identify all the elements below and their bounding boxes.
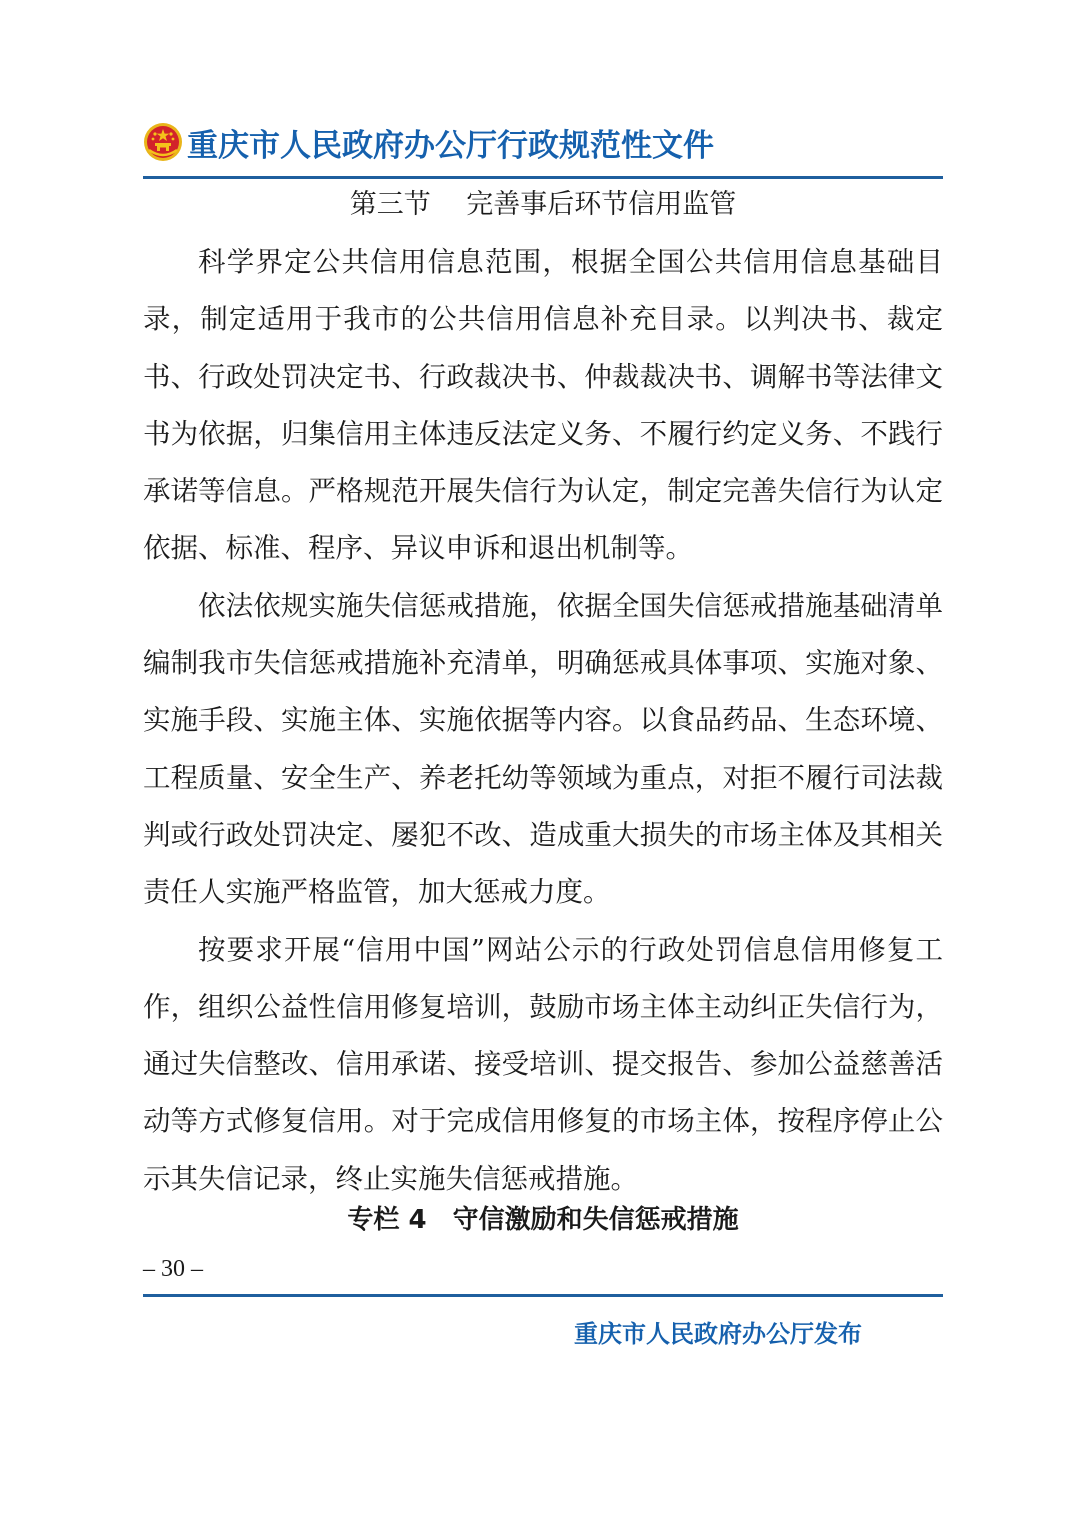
header-divider [143, 176, 943, 179]
paragraph-credit-repair: 按要求开展“信用中国”网站公示的行政处罚信息信用修复工作，组织公益性信用修复培训，鼓励市场主体主动纠正失信行为，通过失信整改、信用承诺、接受培训、提交报告、参加公益慈善活动等方式修复信用。对于完成信用修复的市场主体，按程序停止公示其失信记录，终止实施失信惩戒措施。 [143, 933, 943, 1195]
paragraph-credit-info-scope: 科学界定公共信用信息范围，根据全国公共信用信息基础目录，制定适用于我市的公共信用信息补充目录。以判决书、裁定书、行政处罚决定书、行政裁决书、仲裁裁决书、调解书等法律文书为依据，归集信用主体违反法定义务、不履行约定义务、不践行承诺等信息。严格规范开展失信行为认定，制定完善失信行为认定依据、标准、程序、异议申诉和退出机制等。 [143, 246, 943, 565]
publisher-label: 重庆市人民政府办公厅发布 [574, 1320, 862, 1348]
document-header [143, 118, 943, 168]
national-emblem-icon [143, 122, 183, 162]
paragraph-punishment-measures: 依法依规实施失信惩戒措施，依据全国失信惩戒措施基础清单编制我市失信惩戒措施补充清单，明确惩戒具体事项、实施对象、实施手段、实施主体、实施依据等内容。以食品药品、生态环境、工程质量、安全生产、养老托幼等领域为重点，对拒不履行司法裁判或行政处罚决定、屡犯不改、造成重大损失的市场主体及其相关责任人实施严格监管，加大惩戒力度。 [143, 589, 943, 909]
section-title: 第三节 完善事后环节信用监管 [349, 189, 737, 220]
column-title: 专栏 4 守信激励和失信惩戒措施 [347, 1205, 739, 1235]
page-number: – 30 – [143, 1256, 203, 1282]
footer-divider [143, 1294, 943, 1297]
header-title: 重庆市人民政府办公厅行政规范性文件 [187, 128, 714, 164]
document-body [143, 234, 943, 1208]
